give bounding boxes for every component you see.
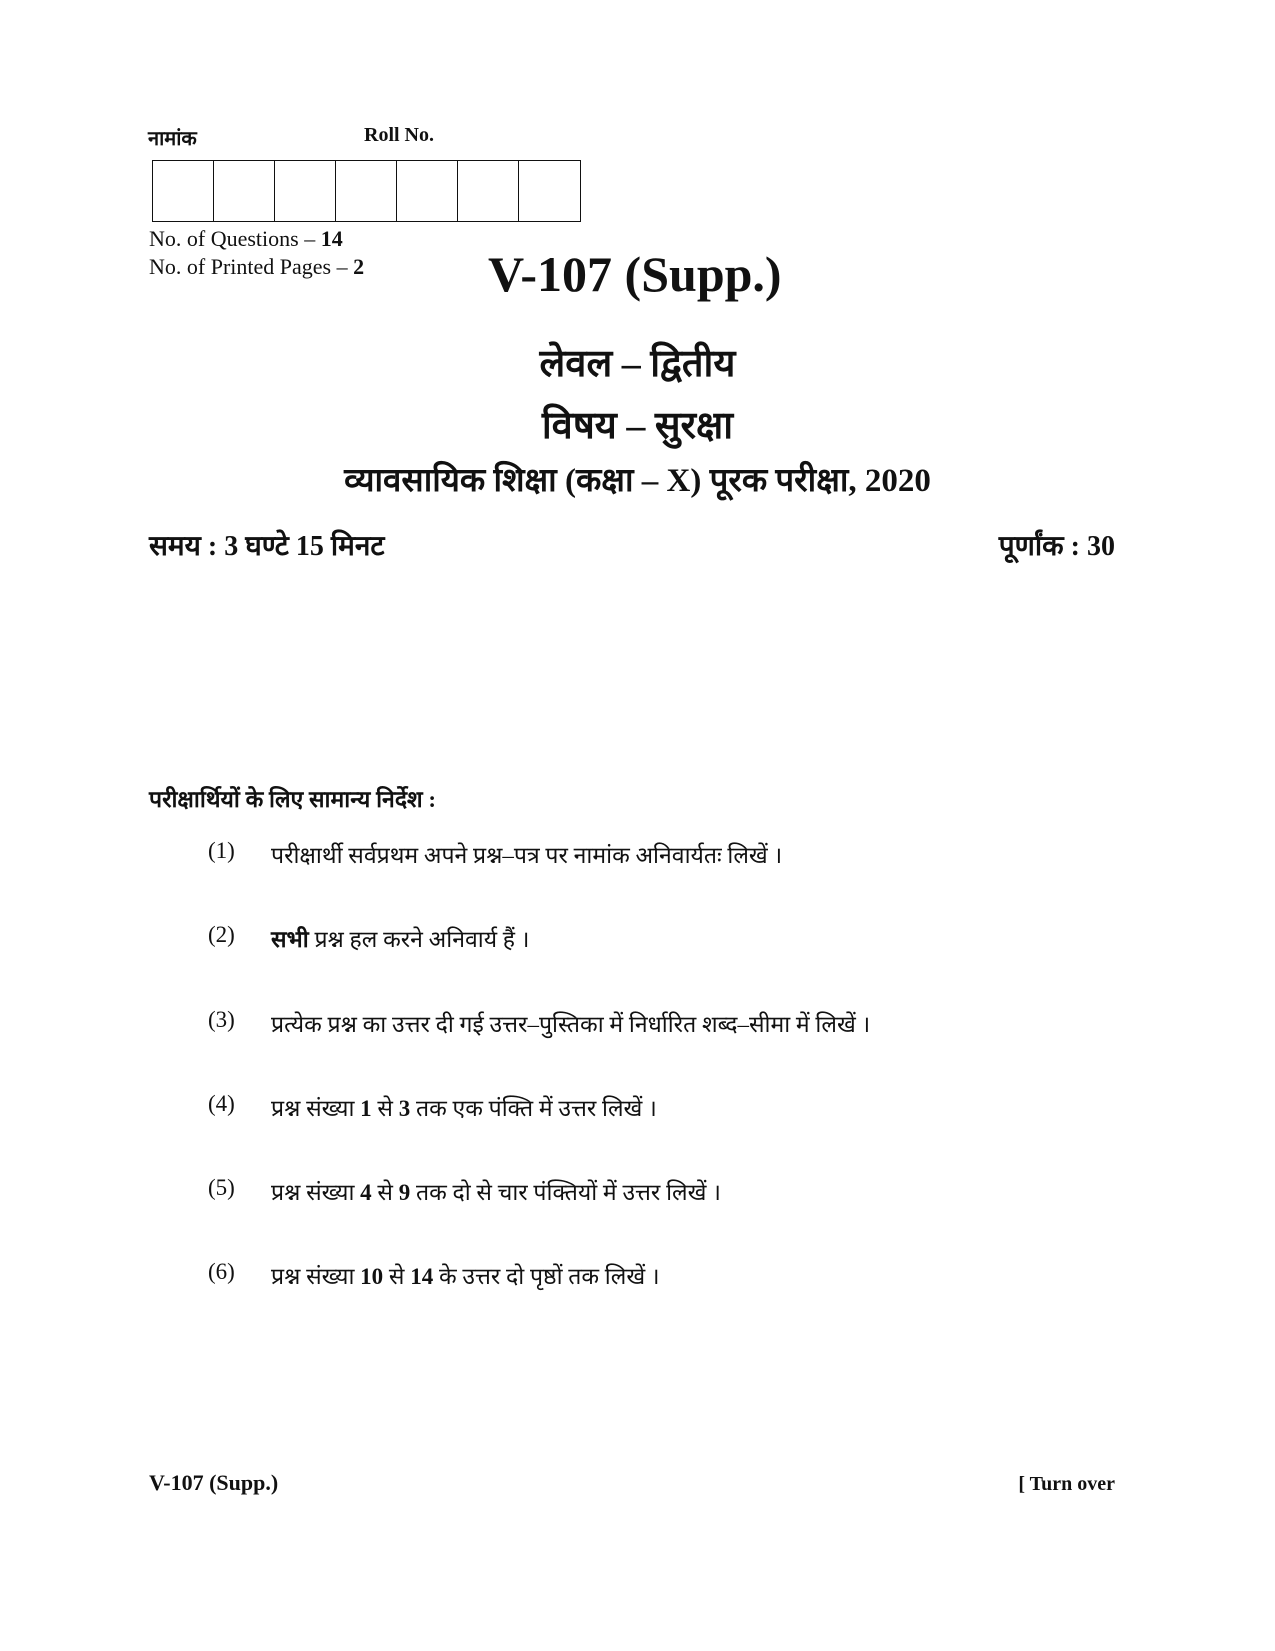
instruction-part: प्रश्न संख्या [271,1180,361,1205]
roll-digit-box[interactable] [336,161,397,221]
instruction-bold: 10 [360,1264,384,1289]
instruction-text: परीक्षार्थी सर्वप्रथम अपने प्रश्न–पत्र पर नामांक अनिवार्यतः लिखें । [271,843,783,868]
instruction-number: (2) [208,922,235,947]
instruction-part: तक दो से चार पंक्तियों में उत्तर लिखें । [410,1180,721,1205]
instruction-number: (3) [208,1007,235,1032]
printed-pages-count [149,254,364,280]
instruction-bold: 3 [398,1096,411,1121]
max-marks: पूर्णांक : 30 [998,531,1115,562]
instruction-bold: सभी [271,927,309,952]
instruction-text [271,1091,657,1123]
instruction-part: से [371,1096,399,1121]
instruction-item [208,922,530,954]
questions-count [149,226,343,252]
instruction-number: (1) [208,838,235,863]
instruction-bold: 4 [360,1180,372,1205]
instruction-part: तक एक पंक्ति में उत्तर लिखें । [410,1096,657,1121]
instruction-part: के उत्तर दो पृष्ठों तक लिखें । [433,1264,660,1289]
printed-pages-label: No. of Printed Pages – [149,254,354,279]
exam-duration: समय : 3 घण्टे 15 मिनट [149,531,385,562]
instruction-part: से [371,1180,399,1205]
footer-paper-code: V-107 (Supp.) [149,1470,279,1495]
instruction-number: (6) [208,1259,235,1284]
instruction-text: प्रत्येक प्रश्न का उत्तर दी गई उत्तर–पुस्तिका में निर्धारित शब्द–सीमा में लिखें । [271,1012,871,1037]
instruction-number: (5) [208,1175,235,1200]
questions-count-value: 14 [320,226,343,251]
instruction-text [271,1175,721,1207]
exam-name: व्यावसायिक शिक्षा (कक्षा – X) पूरक परीक्षा, 2020 [344,463,931,499]
instruction-bold: 14 [410,1264,434,1289]
instruction-text [271,922,530,954]
instructions-heading: परीक्षार्थियों के लिए सामान्य निर्देश : [149,787,437,812]
instruction-item [208,1007,870,1039]
instruction-item [208,1175,721,1207]
roll-digit-box[interactable] [519,161,580,221]
instruction-part: से [383,1264,411,1289]
roll-digit-box[interactable] [397,161,458,221]
subject-title: विषय – सुरक्षा [541,405,734,447]
roll-digit-box[interactable] [458,161,519,221]
instruction-bold: 9 [398,1180,411,1205]
instruction-item [208,838,782,870]
roll-digit-box[interactable] [153,161,214,221]
roll-no-label: Roll No. [364,124,434,146]
instruction-part: प्रश्न संख्या [271,1264,361,1289]
instruction-rest: प्रश्न हल करने अनिवार्य हैं । [308,927,530,952]
instruction-text [271,1259,660,1291]
roll-digit-box[interactable] [214,161,275,221]
questions-count-label: No. of Questions – [149,226,321,251]
instruction-item [208,1259,660,1291]
instruction-number: (4) [208,1091,235,1116]
roll-number-boxes[interactable] [152,160,581,222]
instruction-bold: 1 [360,1096,372,1121]
turn-over-note: [ Turn over [1018,1473,1115,1495]
instruction-part: प्रश्न संख्या [271,1096,361,1121]
level-title: लेवल – द्वितीय [539,343,736,385]
printed-pages-value: 2 [353,254,365,279]
namank-label: नामांक [148,128,197,150]
paper-code: V-107 (Supp.) [488,246,782,302]
roll-digit-box[interactable] [275,161,336,221]
instruction-item [208,1091,657,1123]
